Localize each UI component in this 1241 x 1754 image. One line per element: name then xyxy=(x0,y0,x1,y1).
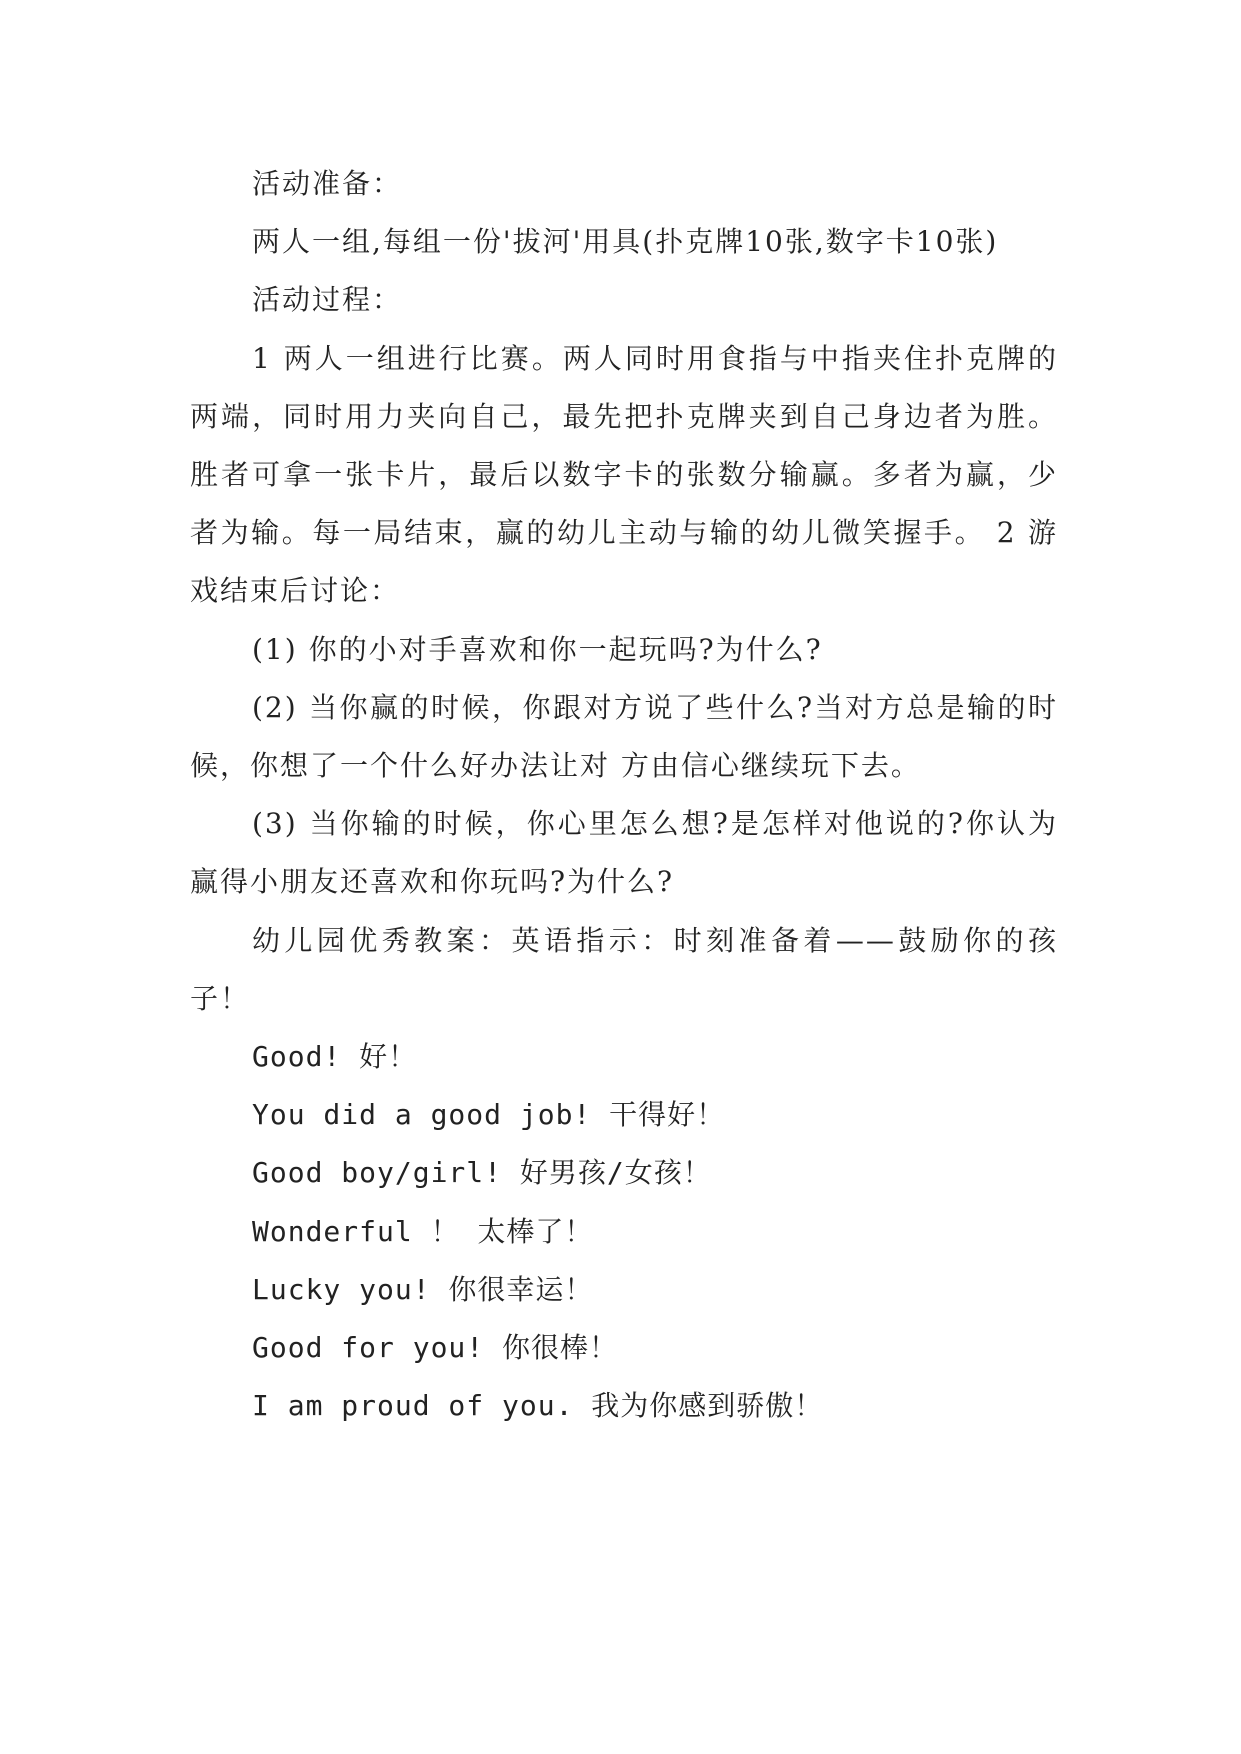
paragraph-materials: 两人一组,每组一份'拔河'用具(扑克牌10张,数字卡10张) xyxy=(252,225,999,259)
praise-phrase: Wonderful ！ 太棒了！ xyxy=(252,1214,594,1248)
praise-phrase: Lucky you! 你很幸运！ xyxy=(252,1272,594,1306)
praise-phrase: I am proud of you. 我为你感到骄傲！ xyxy=(252,1389,824,1423)
praise-phrase: Good boy/girl! 好男孩/女孩！ xyxy=(252,1156,712,1190)
praise-phrase: Good! 好！ xyxy=(252,1040,418,1074)
paragraph-game-rules: 1 两人一组进行比赛。两人同时用食指与中指夹住扑克牌的两端，同时用力夹向自己，最先把扑克牌夹到自己身边者为胜。胜者可拿一张卡片，最后以数字卡的张数分输赢。多者为赢，少者为输。每一局结束，赢的幼儿主动与输的幼儿微笑握手。 2 游戏结束后讨论： xyxy=(190,341,1058,608)
section-heading-english-praise: 幼儿园优秀教案：英语指示：时刻准备着——鼓励你的孩子！ xyxy=(190,923,1058,1015)
praise-phrase: Good for you! 你很棒！ xyxy=(252,1331,619,1365)
document-body xyxy=(190,155,1058,1435)
discussion-question-3: (3) 当你输的时候，你心里怎么想?是怎样对他说的?你认为赢得小朋友还喜欢和你玩吗?为什么? xyxy=(190,807,1058,899)
section-heading-preparation: 活动准备： xyxy=(252,167,403,200)
section-heading-process: 活动过程： xyxy=(252,283,403,317)
discussion-question-1: (1) 你的小对手喜欢和你一起玩吗?为什么? xyxy=(252,632,823,666)
discussion-question-2: (2) 当你赢的时候，你跟对方说了些什么?当对方总是输的时候，你想了一个什么好办法让对 方由信心继续玩下去。 xyxy=(190,690,1058,783)
praise-phrase: You did a good job! 干得好！ xyxy=(252,1098,726,1132)
